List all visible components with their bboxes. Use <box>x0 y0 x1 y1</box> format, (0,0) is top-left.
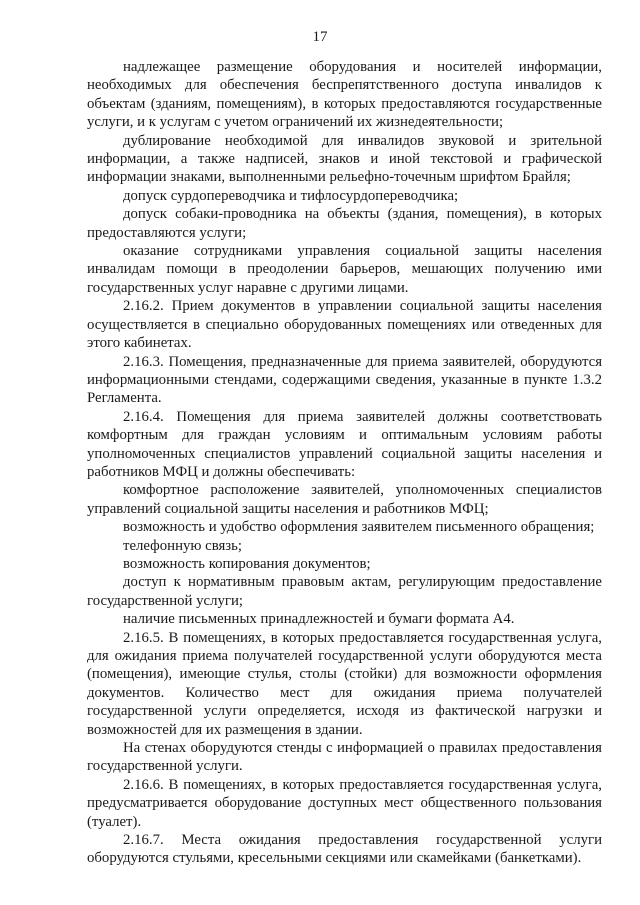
paragraph: 2.16.5. В помещениях, в которых предоставляется государственная услуга, для ожидания приема получателей государственной услуги оборудуются места (помещения), имеющие стулья, столы (стойки) для возможности оформления документов. Количество мест для ожидания приема получателей государственной услуги определяется, исходя из фактической нагрузки и возможностей для их размещения в здании. <box>87 629 602 738</box>
paragraph: надлежащее размещение оборудования и носителей информации, необходимых для обеспечения беспрепятственного доступа инвалидов к объектам (зданиям, помещениям), в которых предоставляются государственные услуги, и к услугам с учетом ограничений их жизнедеятельности; <box>87 59 602 131</box>
paragraph: 2.16.6. В помещениях, в которых предоставляется государственная услуга, предусматривается оборудование доступных мест общественного пользования (туалет). <box>87 776 602 830</box>
paragraph: доступ к нормативным правовым актам, регулирующим предоставление государственной услуги; <box>87 574 602 609</box>
paragraph: комфортное расположение заявителей, уполномоченных специалистов управлений социальной защиты населения и работников МФЦ; <box>87 482 602 517</box>
paragraph: 2.16.2. Прием документов в управлении социальной защиты населения осуществляется в специально оборудованных помещениях или отведенных для этого кабинетах. <box>87 298 602 352</box>
paragraph: допуск сурдопереводчика и тифлосурдопереводчика; <box>123 187 459 204</box>
document-body <box>87 58 602 868</box>
paragraph: допуск собаки-проводника на объекты (здания, помещения), в которых предоставляются услуги; <box>87 206 602 241</box>
paragraph: 2.16.3. Помещения, предназначенные для приема заявителей, оборудуются информационными стендами, содержащими сведения, указанные в пункте 1.3.2 Регламента. <box>87 353 602 407</box>
paragraph: возможность и удобство оформления заявителем письменного обращения; <box>123 519 595 536</box>
paragraph: телефонную связь; <box>123 537 243 554</box>
paragraph: оказание сотрудниками управления социальной защиты населения инвалидам помощи в преодолении барьеров, мешающих получению ими государственных услуг наравне с другими лицами. <box>87 243 602 296</box>
paragraph: 2.16.4. Помещения для приема заявителей должны соответствовать комфортным для граждан условиям и оптимальным условиям работы уполномоченных специалистов управлений социальной защиты населения и работников МФЦ и должны обеспечивать: <box>87 408 602 480</box>
paragraph: На стенах оборудуются стенды с информацией о правилах предоставления государственной услуги. <box>87 740 602 775</box>
page-number: 17 <box>312 29 328 45</box>
paragraph: возможность копирования документов; <box>123 555 371 572</box>
paragraph: 2.16.7. Места ожидания предоставления государственной услуги оборудуются стульями, кресельными секциями или скамейками (банкетками). <box>87 832 602 867</box>
paragraph: дублирование необходимой для инвалидов звуковой и зрительной информации, а также надписей, знаков и иной текстовой и графической информации знаками, выполненными рельефно-точечным шрифтом Брайля; <box>87 132 602 186</box>
paragraph: наличие письменных принадлежностей и бумаги формата А4. <box>123 611 515 628</box>
